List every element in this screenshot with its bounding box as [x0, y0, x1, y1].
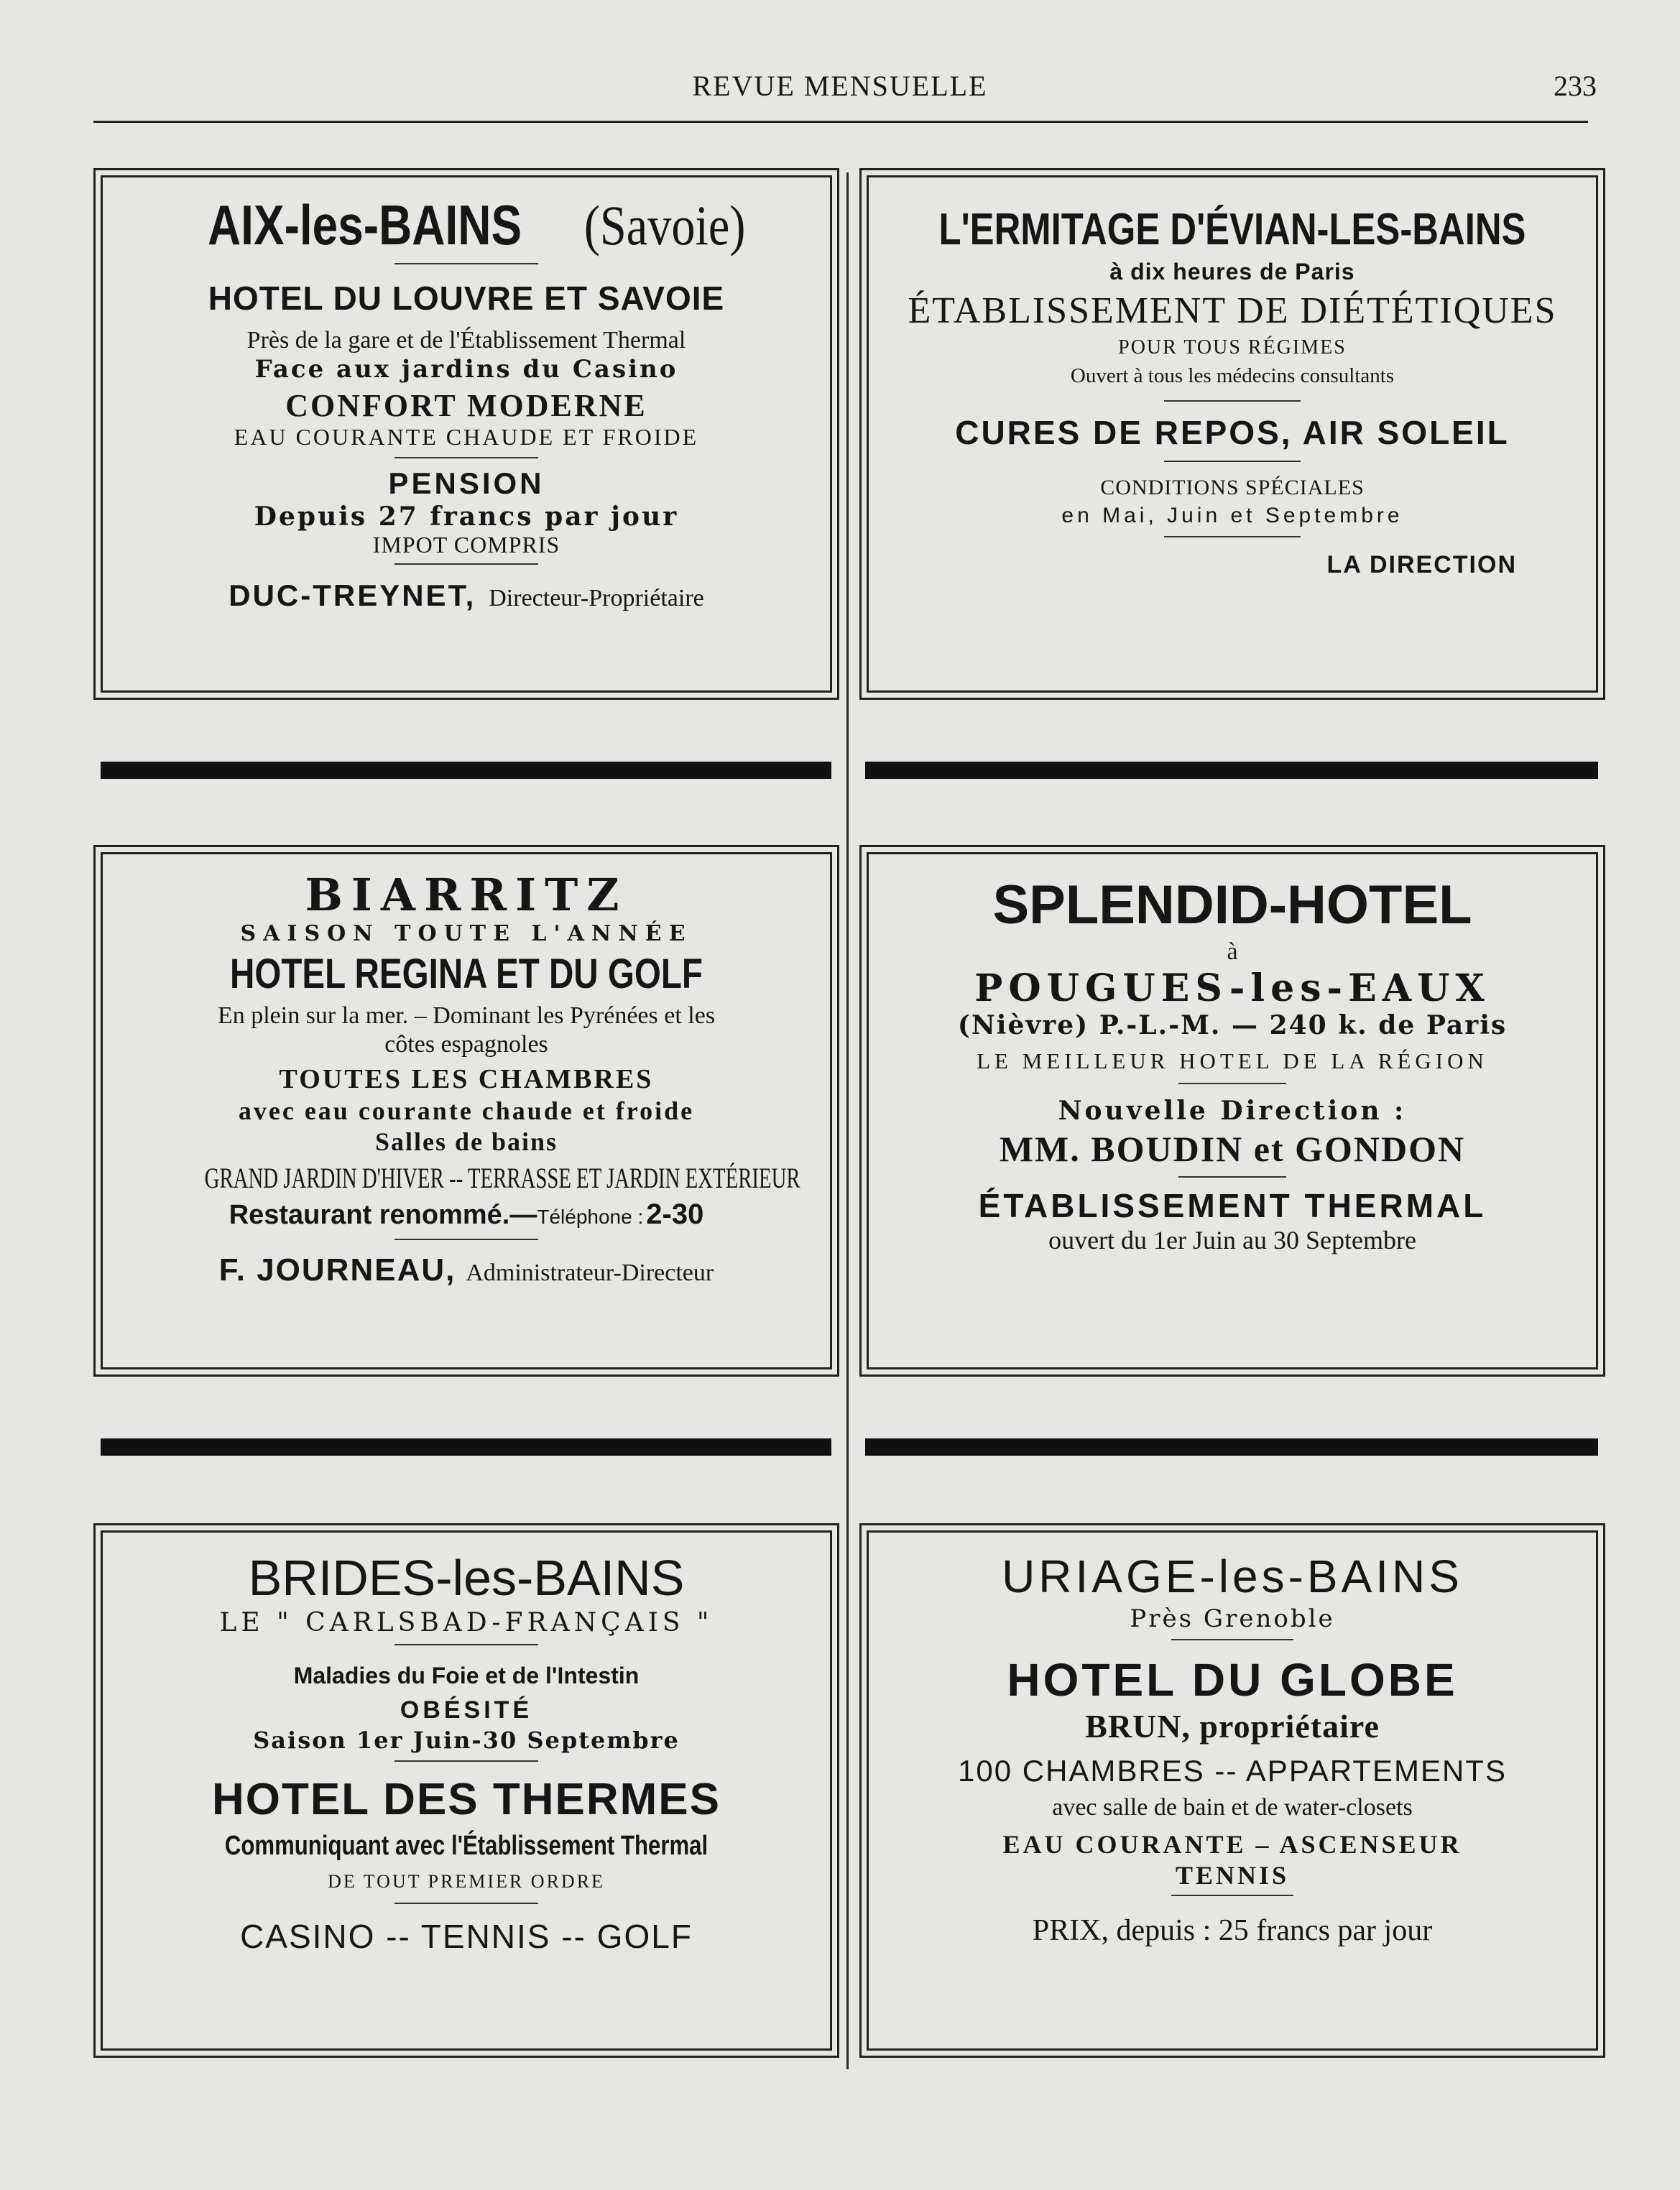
ad-cures: CURES DE REPOS, AIR SOLEIL	[955, 413, 1510, 451]
ad-managers: MM. BOUDIN et GONDON	[999, 1128, 1466, 1169]
ad-season: SAISON TOUTE L'ANNÉE	[240, 921, 693, 947]
ad-nickname: LE " CARLSBAD-FRANÇAIS "	[219, 1607, 714, 1637]
separator-band	[865, 762, 1598, 779]
ad-rule	[394, 1239, 538, 1240]
ad-rule	[1164, 400, 1301, 402]
ad-garden: GRAND JARDIN D'HIVER -- TERRASSE ET JARDIN EXTÉRIEUR	[204, 1161, 800, 1194]
ad-rule	[394, 457, 538, 458]
ad-pension: PENSION	[388, 466, 545, 501]
ad-at: à	[1227, 938, 1238, 965]
ad-order: DE TOUT PREMIER ORDRE	[328, 1870, 605, 1892]
ad-details: (Nièvre) P.-L.-M. — 240 k. de Paris	[957, 1010, 1508, 1041]
ad-price: PRIX, depuis : 25 francs par jour	[1032, 1914, 1433, 1947]
ad-phone-label: Téléphone :	[537, 1206, 644, 1229]
ad-distance: à dix heures de Paris	[1109, 259, 1355, 285]
ad-rooms: 100 CHAMBRES -- APPARTEMENTS	[958, 1754, 1507, 1788]
ad-baths: Salles de bains	[374, 1127, 558, 1156]
ad-management: Nouvelle Direction :	[1058, 1096, 1407, 1127]
ad-uriage-les-bains	[867, 1530, 1598, 2051]
ad-near: Près Grenoble	[1130, 1604, 1335, 1633]
ad-comfort: CONFORT MODERNE	[285, 387, 647, 423]
ad-best: LE MEILLEUR HOTEL DE LA RÉGION	[977, 1048, 1488, 1073]
separator-band	[101, 762, 831, 779]
ad-tennis: TENNIS	[1175, 1860, 1290, 1890]
ad-water: avec eau courante chaude et froide	[238, 1096, 695, 1126]
column-divider	[846, 172, 849, 2069]
header-rule	[93, 121, 1588, 123]
ad-facilities: avec salle de bain et de water-closets	[1052, 1793, 1413, 1821]
separator-band	[865, 1438, 1598, 1456]
ad-region: (Savoie)	[583, 194, 746, 257]
ad-rule	[394, 1760, 538, 1762]
ad-establishment: ÉTABLISSEMENT DE DIÉTÉTIQUES	[908, 290, 1557, 331]
ad-location-2: côtes espagnoles	[384, 1031, 548, 1058]
ad-rule	[1178, 1176, 1286, 1178]
ad-phone-number: 2-30	[646, 1198, 704, 1231]
ad-rule	[1171, 1639, 1293, 1640]
ad-casino-line: Face aux jardins du Casino	[254, 355, 678, 384]
ad-owner: F. JOURNEAU,	[218, 1252, 456, 1288]
ad-rooms: TOUTES LES CHAMBRES	[279, 1064, 654, 1095]
ad-rule	[1164, 536, 1301, 537]
page-number: 233	[1554, 70, 1597, 102]
ad-rule	[1178, 1083, 1286, 1084]
ad-season: Saison 1er Juin-30 Septembre	[253, 1726, 680, 1754]
ad-tax: IMPOT COMPRIS	[372, 532, 560, 558]
ad-water-elevator: EAU COURANTE – ASCENSEUR	[1002, 1830, 1462, 1859]
ad-rule	[394, 563, 538, 565]
ad-splendid-hotel	[867, 852, 1598, 1369]
ad-amenities: CASINO -- TENNIS -- GOLF	[240, 1918, 693, 1956]
ad-hotel-name: HOTEL DU GLOBE	[1007, 1653, 1458, 1706]
ad-regimes: POUR TOUS RÉGIMES	[1118, 336, 1347, 359]
ad-restaurant: Restaurant renommé.—	[229, 1200, 537, 1231]
ad-rule	[1164, 461, 1301, 462]
ad-biarritz	[101, 852, 832, 1369]
ad-water: EAU COURANTE CHAUDE ET FROIDE	[234, 424, 699, 451]
ad-town: POUGUES-les-EAUX	[974, 966, 1490, 1010]
ad-hotel-name: HOTEL DU LOUVRE ET SAVOIE	[208, 279, 725, 318]
ad-ermitage-evian	[867, 175, 1598, 693]
ad-city-name: AIX-les-BAINS	[207, 193, 522, 257]
ad-doctors: Ouvert à tous les médecins consultants	[1070, 364, 1395, 388]
running-header-title: REVUE MENSUELLE	[692, 70, 988, 102]
ad-city-name: BRIDES-les-BAINS	[248, 1550, 685, 1606]
separator-band	[101, 1438, 831, 1456]
ad-aix-les-bains	[101, 175, 832, 693]
ad-title: L'ERMITAGE D'ÉVIAN-LES-BAINS	[938, 205, 1526, 254]
ad-hotel-name: SPLENDID-HOTEL	[992, 874, 1472, 935]
ad-city-name: URIAGE-les-BAINS	[1002, 1551, 1463, 1602]
ad-signature: LA DIRECTION	[1326, 550, 1517, 578]
ad-hotel-name: HOTEL REGINA ET DU GOLF	[230, 950, 703, 997]
ad-conditions: Maladies du Foie et de l'Intestin	[293, 1663, 640, 1689]
ad-owner-title: Administrateur-Directeur	[466, 1260, 714, 1287]
ad-conditions: CONDITIONS SPÉCIALES	[1100, 475, 1365, 499]
ad-connection: Communiquant avec l'Établissement Thermal	[224, 1830, 709, 1861]
ad-brides-les-bains	[101, 1530, 832, 2051]
ad-location-1: En plein sur la mer. – Dominant les Pyrénées et les	[217, 1002, 716, 1029]
ad-months: en Mai, Juin et Septembre	[1061, 504, 1403, 528]
ad-rule	[394, 1644, 538, 1645]
ad-hotel-name: HOTEL DES THERMES	[211, 1774, 721, 1824]
ad-obesity: OBÉSITÉ	[400, 1696, 533, 1724]
ad-city-name: BIARRITZ	[305, 869, 628, 921]
ad-owner: BRUN, propriétaire	[1085, 1708, 1380, 1745]
ad-location: Près de la gare et de l'Établissement Thermal	[246, 327, 686, 354]
ad-open-dates: ouvert du 1er Juin au 30 Septembre	[1048, 1225, 1416, 1255]
ad-rule	[1171, 1895, 1293, 1896]
ad-owner: DUC-TREYNET,	[229, 578, 476, 612]
ad-price: Depuis 27 francs par jour	[254, 501, 679, 532]
ad-rule	[394, 1903, 538, 1904]
ad-owner-title: Directeur-Propriétaire	[489, 584, 704, 611]
ad-thermal: ÉTABLISSEMENT THERMAL	[978, 1186, 1487, 1224]
ad-rule	[394, 263, 538, 264]
